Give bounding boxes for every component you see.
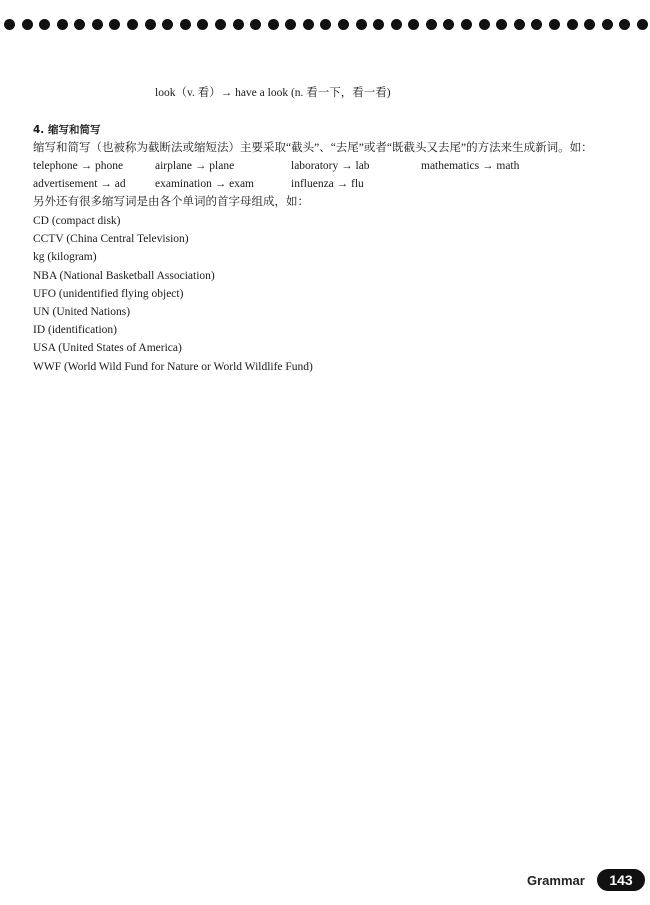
acronym-item: ID (identification) xyxy=(33,324,117,337)
acronym-item: CCTV (China Central Television) xyxy=(33,233,189,246)
border-dot xyxy=(567,19,578,30)
acronym-item: UN (United Nations) xyxy=(33,306,131,319)
border-dot xyxy=(443,19,454,30)
border-dot xyxy=(356,19,367,30)
border-dot xyxy=(338,19,349,30)
border-dot xyxy=(461,19,472,30)
section-intro: 缩写和简写（也被称为截断法或缩短法）主要采取“截头”、“去尾”或者“既截头又去尾”的方法来生成新词。如： xyxy=(33,142,593,154)
acronym-item: WWF (World Wild Fund for Nature or World Wildlife Fund) xyxy=(33,360,313,373)
border-dot xyxy=(127,19,138,30)
border-dot xyxy=(320,19,331,30)
decorative-dot-border xyxy=(0,19,650,33)
clipping-pair: telephone → phone xyxy=(33,160,124,172)
acronym-note: 另外还有很多缩写词是由各个单词的首字母组成，如： xyxy=(33,196,309,208)
footer-section-label: Grammar xyxy=(527,873,585,888)
border-dot xyxy=(162,19,173,30)
border-dot xyxy=(109,19,120,30)
border-dot xyxy=(92,19,103,30)
section-heading: 4. 缩写和简写 xyxy=(33,124,101,136)
border-dot xyxy=(233,19,244,30)
border-dot xyxy=(549,19,560,30)
border-dot xyxy=(197,19,208,30)
border-dot xyxy=(180,19,191,30)
border-dot xyxy=(4,19,15,30)
acronym-item: USA (United States of America) xyxy=(33,342,182,355)
border-dot xyxy=(637,19,648,30)
acronym-item: CD (compact disk) xyxy=(33,215,121,227)
border-dot xyxy=(619,19,630,30)
border-dot xyxy=(531,19,542,30)
border-dot xyxy=(584,19,595,30)
example-line: look（v. 看）→ have a look (n. 看一下，看一看) xyxy=(155,87,391,99)
border-dot xyxy=(602,19,613,30)
acronym-list xyxy=(33,212,313,376)
border-dot xyxy=(215,19,226,30)
border-dot xyxy=(391,19,402,30)
clipping-pair: airplane → plane xyxy=(155,160,235,172)
page-number-badge: 143 xyxy=(597,869,645,891)
border-dot xyxy=(22,19,33,30)
clipping-pair: influenza → flu xyxy=(291,178,364,190)
border-dot xyxy=(57,19,68,30)
border-dot xyxy=(285,19,296,30)
border-dot xyxy=(514,19,525,30)
border-dot xyxy=(408,19,419,30)
border-dot xyxy=(250,19,261,30)
acronym-item: NBA (National Basketball Association) xyxy=(33,269,215,282)
border-dot xyxy=(303,19,314,30)
acronym-item: kg (kilogram) xyxy=(33,251,97,264)
border-dot xyxy=(268,19,279,30)
clipping-pair: examination → exam xyxy=(155,178,254,190)
acronym-item: UFO (unidentified flying object) xyxy=(33,287,184,300)
border-dot xyxy=(496,19,507,30)
border-dot xyxy=(426,19,437,30)
border-dot xyxy=(145,19,156,30)
border-dot xyxy=(373,19,384,30)
border-dot xyxy=(39,19,50,30)
clipping-pair: laboratory → lab xyxy=(291,160,370,172)
clipping-pair: advertisement → ad xyxy=(33,178,126,190)
clipping-pair: mathematics → math xyxy=(421,160,520,172)
border-dot xyxy=(74,19,85,30)
border-dot xyxy=(479,19,490,30)
